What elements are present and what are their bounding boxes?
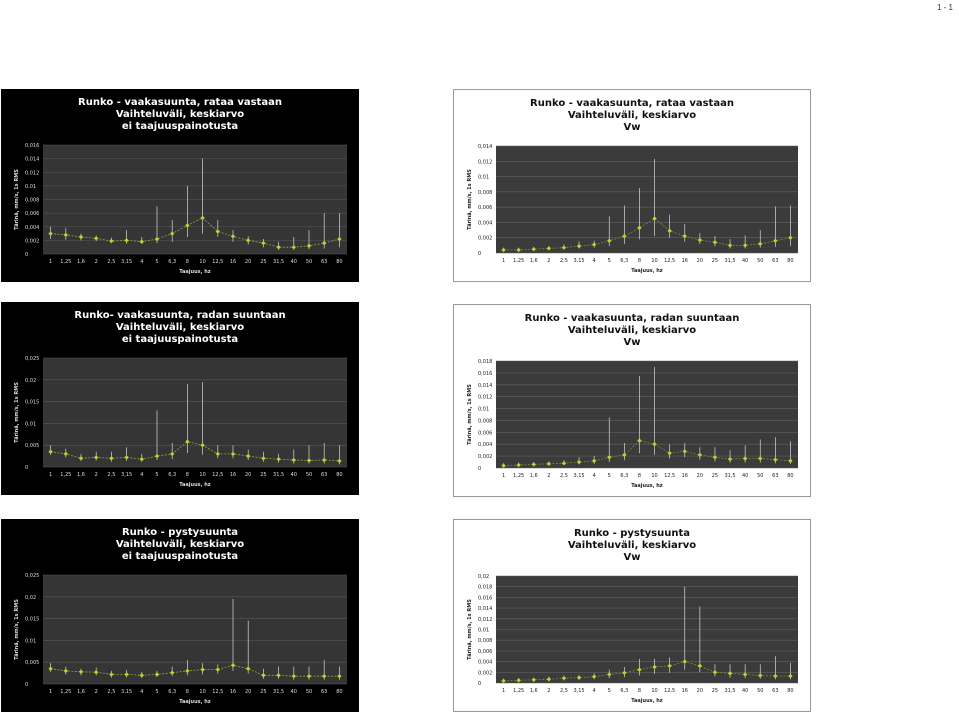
y-tick-label: 0,005 [25,660,40,667]
y-tick-label: 0,016 [478,370,493,377]
x-tick-label: 8 [637,688,642,694]
x-tick-label: 25 [260,689,267,695]
y-tick-label: 0 [25,465,29,471]
x-tick-label: 25 [260,472,267,478]
y-tick-label: 0,025 [25,573,40,579]
chart-2-title-line: Runko - vaakasuunta, rataa vastaan [530,98,734,109]
y-tick-label: 0,012 [478,616,493,623]
x-tick-label: 20 [245,689,252,695]
x-tick-label: 8 [637,473,642,479]
y-tick-label: 0,006 [478,648,493,655]
y-tick-label: 0,006 [478,430,493,437]
y-tick-label: 0,014 [478,382,493,389]
x-tick-label: 4 [140,689,144,695]
x-tick-label: 3,15 [121,259,133,265]
x-tick-label: 3,15 [573,688,585,694]
x-axis-label: Taajuus, hz [179,699,211,705]
chart-1-title-line: Vaihteluväli, keskiarvo [115,109,245,120]
x-tick-label: 3,15 [121,689,133,695]
x-tick-label: 3,15 [573,258,585,264]
x-tick-label: 6,3 [620,688,629,694]
x-tick-label: 25 [711,258,719,264]
x-tick-label: 31,5 [724,688,736,694]
x-tick-label: 1,6 [77,259,85,265]
page-number: 1 - 1 [936,3,953,12]
x-tick-label: 40 [290,259,297,265]
y-axis-label: Tärinä, mm/s, 1s RMS [14,382,20,443]
chart-1-title-line: Runko - vaakasuunta, rataa vastaan [78,97,282,108]
x-axis-label: Taajuus, hz [631,268,663,274]
x-tick-label: 5 [155,472,159,478]
x-tick-label: 1,25 [60,259,72,265]
y-tick-label: 0,004 [478,442,493,449]
x-tick-label: 63 [772,258,779,264]
x-tick-label: 31,5 [273,472,285,478]
x-tick-label: 12,5 [212,259,224,265]
y-axis-label: Tärinä, mm/s, 1s RMS [14,169,20,230]
y-tick-label: 0,012 [478,394,493,401]
x-tick-label: 16 [229,472,237,478]
y-tick-label: 0,002 [478,235,493,242]
x-tick-label: 2 [547,258,551,264]
x-tick-label: 1,25 [513,258,525,264]
y-tick-label: 0,01 [25,183,37,190]
x-tick-label: 63 [772,473,779,479]
y-tick-label: 0,012 [478,159,493,166]
x-tick-label: 5 [155,259,159,265]
x-tick-label: 10 [199,259,206,265]
chart-6-svg [454,520,810,711]
x-tick-label: 10 [651,688,658,694]
y-tick-label: 0,014 [478,144,493,150]
x-tick-label: 2 [94,259,98,265]
y-tick-label: 0,008 [478,189,493,196]
x-tick-label: 80 [336,472,343,478]
y-tick-label: 0,002 [478,670,493,677]
y-tick-label: 0,018 [478,584,493,591]
x-tick-label: 10 [651,258,658,264]
y-tick-label: 0 [478,681,482,687]
chart-6-title-line: Vw [623,552,641,563]
plot-area [43,575,347,684]
x-tick-label: 50 [757,473,764,479]
x-tick-label: 40 [290,689,297,695]
y-tick-label: 0,014 [25,156,40,163]
y-axis-label: Tärinä, mm/s, 1s RMS [467,384,473,445]
x-tick-label: 8 [637,258,642,264]
x-axis-label: Taajuus, hz [179,269,211,275]
y-tick-label: 0,002 [25,238,40,245]
y-tick-label: 0,01 [25,421,37,428]
x-tick-label: 1,6 [529,688,538,694]
x-tick-label: 31,5 [273,689,285,695]
x-tick-label: 6,3 [168,259,177,265]
chart-3-title-line: Runko- vaakasuunta, radan suuntaan [74,310,286,321]
y-tick-label: 0,01 [478,174,490,181]
x-tick-label: 1,25 [513,473,525,479]
x-tick-label: 1 [49,689,53,695]
x-tick-label: 6,3 [168,689,177,695]
chart-panel-1 [1,89,359,282]
x-tick-label: 25 [260,259,267,265]
x-tick-label: 25 [711,688,719,694]
chart-4-svg [454,305,810,496]
y-tick-label: 0,008 [25,197,40,204]
chart-2-title-line: Vaihteluväli, keskiarvo [567,110,697,121]
y-tick-label: 0,018 [478,359,493,365]
x-tick-label: 80 [336,259,343,265]
y-tick-label: 0,004 [478,220,493,227]
chart-3-svg [1,302,359,495]
chart-1-title-line: ei taajuuspainotusta [121,121,239,132]
chart-3-title-line: ei taajuuspainotusta [121,334,239,345]
x-tick-label: 6,3 [620,258,629,264]
x-tick-label: 2 [94,689,98,695]
chart-2-title-line: Vw [623,122,641,133]
y-tick-label: 0 [478,466,482,472]
y-tick-label: 0,016 [478,595,493,602]
x-tick-label: 2,5 [559,688,568,694]
x-tick-label: 40 [290,472,297,478]
x-tick-label: 10 [199,689,206,695]
x-tick-label: 1,25 [60,472,72,478]
y-tick-label: 0,008 [478,418,493,425]
x-tick-label: 10 [651,473,658,479]
x-tick-label: 2,5 [107,259,116,265]
y-tick-label: 0,016 [25,143,40,149]
x-tick-label: 1,6 [77,472,85,478]
x-tick-label: 1,6 [529,473,538,479]
chart-6-title-line: Runko - pystysuunta [573,528,691,539]
y-tick-label: 0,01 [478,627,490,634]
y-tick-label: 0,02 [478,574,490,580]
y-axis-label: Tärinä, mm/s, 1s RMS [467,169,473,230]
x-tick-label: 20 [696,688,704,694]
x-tick-label: 12,5 [664,688,676,694]
x-tick-label: 2,5 [107,472,116,478]
x-tick-label: 31,5 [724,258,736,264]
y-tick-label: 0,01 [478,406,490,413]
y-tick-label: 0 [25,682,29,688]
y-tick-label: 0,008 [478,638,493,645]
chart-1-svg [1,89,359,282]
chart-panel-2 [453,89,811,282]
x-tick-label: 8 [185,259,189,265]
x-tick-label: 16 [681,473,688,479]
x-tick-label: 1,6 [529,258,538,264]
y-tick-label: 0 [25,252,29,258]
chart-panel-5 [1,519,359,712]
chart-2-svg [454,90,810,281]
x-tick-label: 8 [185,472,189,478]
x-tick-label: 1,6 [77,689,85,695]
y-tick-label: 0,005 [25,443,40,450]
x-tick-label: 5 [155,689,159,695]
plot-area [43,358,347,467]
y-axis-label: Tärinä, mm/s, 1s RMS [467,599,473,660]
y-tick-label: 0,02 [25,377,37,384]
y-tick-label: 0,004 [478,659,493,666]
chart-5-svg [1,519,359,712]
x-tick-label: 16 [229,689,237,695]
x-tick-label: 20 [696,258,704,264]
x-tick-label: 50 [305,689,313,695]
x-tick-label: 31,5 [273,259,285,265]
x-tick-label: 5 [607,688,611,694]
x-tick-label: 20 [696,473,704,479]
x-tick-label: 50 [757,258,764,264]
x-tick-label: 80 [787,473,794,479]
chart-5-title-line: Vaihteluväli, keskiarvo [115,539,245,550]
x-tick-label: 80 [787,688,794,694]
plot-area [496,146,798,253]
y-tick-label: 0,015 [25,616,40,623]
x-tick-label: 80 [787,258,794,264]
chart-4-title-line: Vw [623,337,641,348]
x-tick-label: 1,25 [513,688,525,694]
x-tick-label: 4 [140,259,144,265]
x-tick-label: 40 [741,688,749,694]
y-tick-label: 0 [478,251,482,257]
x-tick-label: 1 [501,258,506,264]
y-tick-label: 0,004 [25,224,40,231]
x-tick-label: 50 [305,472,313,478]
x-tick-label: 80 [336,689,343,695]
x-tick-label: 12,5 [212,689,224,695]
x-tick-label: 1,25 [60,689,72,695]
chart-3-title-line: Vaihteluväli, keskiarvo [115,322,245,333]
y-tick-label: 0,02 [25,594,37,601]
x-axis-label: Taajuus, hz [179,482,211,488]
x-tick-label: 4 [140,472,144,478]
x-tick-label: 12,5 [664,258,676,264]
x-tick-label: 5 [607,473,611,479]
x-tick-label: 16 [229,259,237,265]
x-tick-label: 20 [245,259,252,265]
chart-4-title-line: Runko - vaakasuunta, radan suuntaan [524,313,740,324]
x-tick-label: 4 [592,473,596,479]
x-tick-label: 1 [501,473,506,479]
x-tick-label: 6,3 [620,473,629,479]
plot-area [496,361,798,468]
y-tick-label: 0,015 [25,399,40,406]
x-tick-label: 63 [772,688,779,694]
x-tick-label: 2 [547,688,551,694]
x-tick-label: 2,5 [559,258,568,264]
x-tick-label: 1 [49,259,53,265]
y-tick-label: 0,002 [478,454,493,461]
chart-panel-4 [453,304,811,497]
y-tick-label: 0,01 [25,638,37,645]
x-tick-label: 63 [321,689,328,695]
x-tick-label: 3,15 [573,473,585,479]
x-tick-label: 40 [741,258,749,264]
x-tick-label: 63 [321,259,328,265]
x-tick-label: 31,5 [724,473,736,479]
x-tick-label: 6,3 [168,472,177,478]
x-tick-label: 50 [305,259,313,265]
chart-panel-6 [453,519,811,712]
x-tick-label: 63 [321,472,328,478]
x-axis-label: Taajuus, hz [631,698,663,704]
y-tick-label: 0,006 [25,211,40,218]
x-tick-label: 3,15 [121,472,133,478]
y-axis-label: Tärinä, mm/s, 1s RMS [14,599,20,660]
chart-6-title-line: Vaihteluväli, keskiarvo [567,540,697,551]
x-tick-label: 2 [94,472,98,478]
x-tick-label: 4 [592,258,596,264]
x-tick-label: 2,5 [559,473,568,479]
x-tick-label: 16 [681,258,688,264]
chart-5-title-line: Runko - pystysuunta [121,527,239,538]
x-tick-label: 5 [607,258,611,264]
x-tick-label: 2 [547,473,551,479]
x-tick-label: 12,5 [664,473,676,479]
y-tick-label: 0,006 [478,205,493,212]
x-tick-label: 10 [199,472,206,478]
x-tick-label: 12,5 [212,472,224,478]
y-tick-label: 0,025 [25,356,40,362]
x-tick-label: 8 [185,689,189,695]
x-tick-label: 1 [501,688,506,694]
x-tick-label: 50 [757,688,764,694]
x-axis-label: Taajuus, hz [631,483,663,489]
chart-5-title-line: ei taajuuspainotusta [121,551,239,562]
x-tick-label: 2,5 [107,689,116,695]
y-tick-label: 0,014 [478,606,493,613]
chart-panel-3 [1,302,359,495]
x-tick-label: 25 [711,473,719,479]
x-tick-label: 16 [681,688,688,694]
y-tick-label: 0,012 [25,170,40,177]
x-tick-label: 20 [245,472,252,478]
chart-4-title-line: Vaihteluväli, keskiarvo [567,325,697,336]
x-tick-label: 40 [741,473,749,479]
x-tick-label: 1 [49,472,53,478]
x-tick-label: 4 [592,688,596,694]
